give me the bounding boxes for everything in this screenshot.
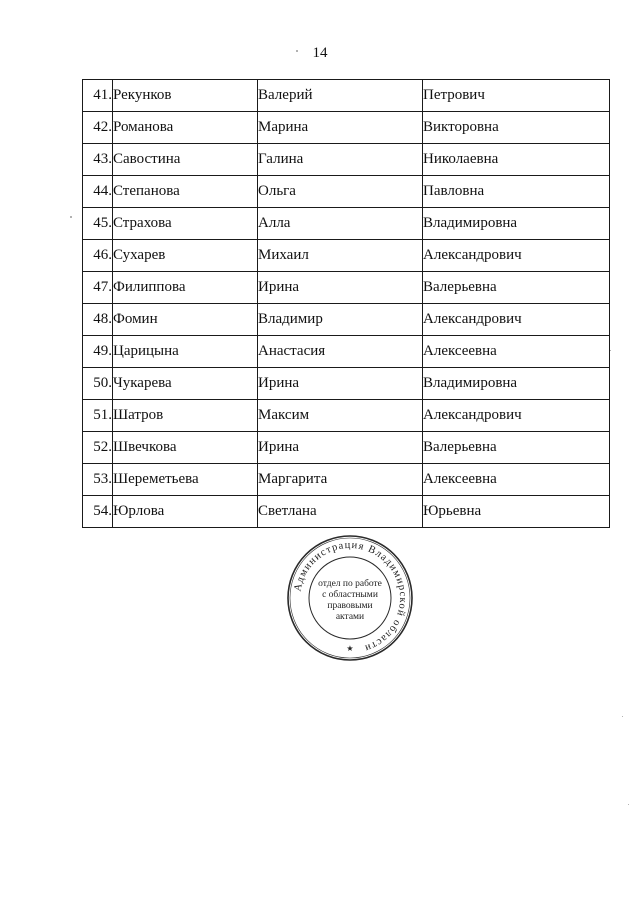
scan-speck bbox=[296, 50, 298, 52]
last-name: Юрлова bbox=[113, 496, 258, 528]
first-name: Галина bbox=[258, 144, 423, 176]
last-name: Савостина bbox=[113, 144, 258, 176]
table-row bbox=[83, 208, 610, 240]
table-row bbox=[83, 240, 610, 272]
patronymic: Александрович bbox=[423, 400, 610, 432]
last-name: Швечкова bbox=[113, 432, 258, 464]
row-number: 45. bbox=[83, 208, 113, 240]
patronymic: Алексеевна bbox=[423, 464, 610, 496]
scan-speck bbox=[70, 216, 72, 218]
first-name: Ирина bbox=[258, 432, 423, 464]
patronymic: Николаевна bbox=[423, 144, 610, 176]
stamp-star-icon: ★ bbox=[346, 644, 354, 653]
first-name: Максим bbox=[258, 400, 423, 432]
patronymic: Юрьевна bbox=[423, 496, 610, 528]
last-name: Сухарев bbox=[113, 240, 258, 272]
first-name: Михаил bbox=[258, 240, 423, 272]
first-name: Ирина bbox=[258, 368, 423, 400]
scan-speck bbox=[622, 716, 623, 717]
stamp-line-2: с областными bbox=[322, 590, 378, 600]
row-number: 46. bbox=[83, 240, 113, 272]
last-name: Филиппова bbox=[113, 272, 258, 304]
last-name: Романова bbox=[113, 112, 258, 144]
table-row bbox=[83, 80, 610, 112]
first-name: Ольга bbox=[258, 176, 423, 208]
table-row bbox=[83, 304, 610, 336]
scan-speck bbox=[628, 804, 629, 805]
first-name: Валерий bbox=[258, 80, 423, 112]
table-row bbox=[83, 432, 610, 464]
first-name: Светлана bbox=[258, 496, 423, 528]
first-name: Маргарита bbox=[258, 464, 423, 496]
patronymic: Владимировна bbox=[423, 368, 610, 400]
row-number: 53. bbox=[83, 464, 113, 496]
stamp-ring-text: Администрация Владимирской области bbox=[292, 539, 409, 654]
table-row bbox=[83, 336, 610, 368]
table-row bbox=[83, 464, 610, 496]
stamp-line-1: отдел по работе bbox=[318, 579, 382, 589]
row-number: 41. bbox=[83, 80, 113, 112]
last-name: Фомин bbox=[113, 304, 258, 336]
row-number: 43. bbox=[83, 144, 113, 176]
table-row bbox=[83, 272, 610, 304]
row-number: 50. bbox=[83, 368, 113, 400]
table-row bbox=[83, 176, 610, 208]
official-stamp bbox=[286, 534, 414, 662]
table-row bbox=[83, 368, 610, 400]
first-name: Владимир bbox=[258, 304, 423, 336]
row-number: 52. bbox=[83, 432, 113, 464]
first-name: Ирина bbox=[258, 272, 423, 304]
last-name: Шереметьева bbox=[113, 464, 258, 496]
table-row bbox=[83, 400, 610, 432]
scan-speck bbox=[610, 350, 611, 351]
last-name: Степанова bbox=[113, 176, 258, 208]
first-name: Марина bbox=[258, 112, 423, 144]
row-number: 44. bbox=[83, 176, 113, 208]
last-name: Чукарева bbox=[113, 368, 258, 400]
last-name: Рекунков bbox=[113, 80, 258, 112]
table-row bbox=[83, 112, 610, 144]
patronymic: Валерьевна bbox=[423, 432, 610, 464]
first-name: Алла bbox=[258, 208, 423, 240]
first-name: Анастасия bbox=[258, 336, 423, 368]
row-number: 42. bbox=[83, 112, 113, 144]
patronymic: Валерьевна bbox=[423, 272, 610, 304]
page-number: 14 bbox=[312, 45, 328, 61]
row-number: 47. bbox=[83, 272, 113, 304]
roster-table bbox=[82, 79, 610, 528]
stamp-line-3: правовыми bbox=[327, 601, 373, 611]
table-row bbox=[83, 144, 610, 176]
patronymic: Викторовна bbox=[423, 112, 610, 144]
last-name: Страхова bbox=[113, 208, 258, 240]
row-number: 49. bbox=[83, 336, 113, 368]
row-number: 54. bbox=[83, 496, 113, 528]
patronymic: Владимировна bbox=[423, 208, 610, 240]
patronymic: Петрович bbox=[423, 80, 610, 112]
row-number: 51. bbox=[83, 400, 113, 432]
roster-body bbox=[83, 80, 610, 528]
table-row bbox=[83, 496, 610, 528]
patronymic: Алексеевна bbox=[423, 336, 610, 368]
stamp-line-4: актами bbox=[335, 612, 365, 622]
patronymic: Александрович bbox=[423, 304, 610, 336]
last-name: Шатров bbox=[113, 400, 258, 432]
patronymic: Павловна bbox=[423, 176, 610, 208]
patronymic: Александрович bbox=[423, 240, 610, 272]
last-name: Царицына bbox=[113, 336, 258, 368]
stamp-seal bbox=[286, 534, 414, 662]
row-number: 48. bbox=[83, 304, 113, 336]
